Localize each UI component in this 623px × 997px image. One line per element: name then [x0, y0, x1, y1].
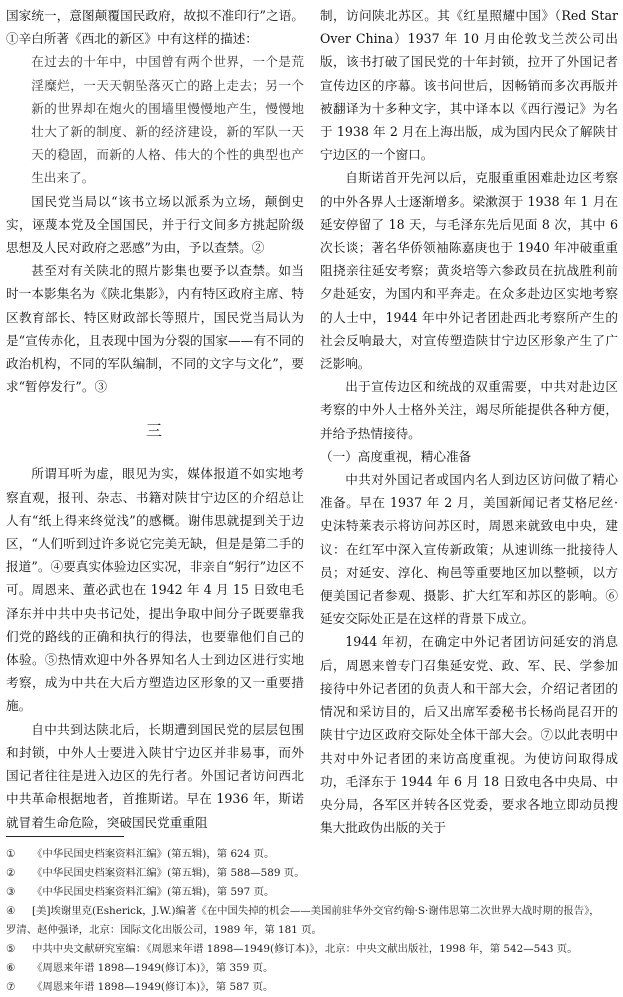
paragraph: 甚至对有关陕北的照片影集也要予以查禁。如当时一本影集名为《陕北集影》，内有特区政府主席、特区教育部长、特区财政部长等照片，国民党当局认为是“宣传赤化，且表现中国为分裂的国家——有不同的政治机构，不同的军队编制，不同的文字与文化”，要求“暂停发行”。③: [6, 263, 304, 395]
footnote-number: ⑦: [6, 981, 16, 993]
footnote-number: ④: [6, 905, 16, 917]
paragraph: 国家统一，意图颠覆国民政府，故拟不准印行”之语。①辛白所著《西北的新区》中有这样的描述：: [6, 8, 304, 47]
paragraph: 1944 年初，在确定中外记者团访问延安的消息后，周恩来曾专门召集延安党、政、军、民、学参加接待中外记者团的负责人和干部大会，介绍记者团的情况和采访目的，后又出席军委秘书长杨尚昆召开的陕甘宁边区政府交际处全体干部大会。⑦以此表明中共对中外记者团的来访高度重视。为使访问取得成功，毛泽东于 1944 年 6 月 18 日致电各中央局、中央分局，各军区并转各区党委，要求各地立即动员搜集大批政伪出版的关于: [320, 634, 618, 836]
footnote: [6, 978, 618, 997]
footnote-divider: [6, 836, 124, 837]
footnotes: [6, 836, 618, 997]
footnote-number: ②: [6, 867, 16, 879]
paragraph: 出于宣传边区和统战的双重需要，中共对赴边区考察的中外人士格外关注，竭尽所能提供各种方便，并给予热情接待。: [320, 379, 618, 441]
left-column: [6, 4, 304, 834]
footnote: [6, 940, 618, 959]
subsection-heading: （一）高度重视，精心准备: [320, 448, 472, 464]
footnote-text: 《中华民国史档案资料汇编》(第五辑)，第 624 页。: [32, 848, 275, 860]
paragraph: 所谓耳听为虚，眼见为实，媒体报道不如实地考察直观，报刊、杂志、书籍对陕甘宁边区的介绍总让人有“纸上得来终觉浅”的感概。谢伟思就提到关于边区，“人们听到过许多说它完美无缺，但是是第二手的报道”。④要真实体验边区实况，非亲自“躬行”边区不可。周恩来、董必武也在 1942 年 4 月 15 日致电毛泽东并中共中央书记处，提出争取中间分子既要靠我们党的路线的正确和执行的得法，也要靠他们自己的体验。⑤热情欢迎中外各界知名人士到边区进行实地考察，成为中共在大后方塑造边区形象的又一重要措施。: [6, 466, 304, 714]
footnote: [6, 959, 618, 978]
footnote: [6, 883, 618, 902]
footnote-text: [美]埃谢里克(Esherick，J.W.)编著《在中国失掉的机会——美国前驻华外交官约翰·S·谢伟思第二次世界大战时期的报告》，: [32, 905, 600, 917]
paragraph: 中共对外国记者或国内名人到边区访问做了精心准备。早在 1937 年 2 月，美国新闻记者艾格尼丝·史沫特莱表示将访问苏区时，周恩来就致电中央，建议：在红军中深入宣传新政策；从速训练一批接待人员；对延安、淳化、栒邑等重要地区加以整顿，以方便美国记者参观、摄影、扩大红军和苏区的影响。⑥延安交际处正是在这样的背景下成立。: [320, 472, 618, 627]
footnote-number: ①: [6, 848, 16, 860]
paragraph: 制，访问陕北苏区。其《红星照耀中国》（Red Star Over China）1937 年 10 月由伦敦戈兰茨公司出版，该书打破了国民党的十年封锁，拉开了外国记者宣传边区的序幕。该书问世后，因畅销而多次再版并被翻译为十多种文字，其中译本以《西行漫记》为名于 1938 年 2 月在上海出版，成为国内民众了解陕甘宁边区的一个窗口。: [320, 8, 618, 163]
footnote-text: 《周恩来年谱 1898—1949(修订本)》，第 587 页。: [32, 981, 274, 993]
footnote-text: 《周恩来年谱 1898—1949(修订本)》，第 359 页。: [32, 962, 274, 974]
footnote: [6, 864, 618, 883]
block-quote: 在过去的十年中，中国曾有两个世界，一个是荒淫糜烂，一天天朝坠落灭亡的路上走去；另一个新的世界却在炮火的围墙里慢慢地产生，慢慢地壮大了新的制度、新的经济建设，新的军队一天天的稳固，而新的人格、伟大的个性的典型也产生出来了。: [31, 54, 304, 186]
footnote-text: 中共中央文献研究室编：《周恩来年谱 1898—1949(修订本)》，北京：中央文献出版社，1998 年，第 542—543 页。: [32, 943, 578, 955]
section-heading: 三: [145, 421, 164, 441]
right-column: [320, 4, 618, 839]
footnote-text: 《中华民国史档案资料汇编》(第五辑)，第 597 页。: [32, 886, 275, 898]
footnote-continuation: 罗清、赵仲强译，北京：国际文化出版公司，1989 年，第 181 页。: [6, 924, 322, 936]
footnote-number: ③: [6, 886, 16, 898]
footnote: [6, 902, 618, 921]
footnote-number: ⑤: [6, 943, 16, 955]
paragraph: 国民党当局以“该书立场以派系为立场，颠倒史实，诬蔑本党及全国国民，并于行文间多方挑起阶级思想及人民对政府之恶感”为由，予以查禁。②: [6, 193, 304, 256]
footnote-number: ⑥: [6, 962, 16, 974]
footnote: [6, 845, 618, 864]
paragraph: 自斯诺首开先河以后，克服重重困难赴边区考察的中外各界人士逐渐增多。梁漱溟于 1938 年 1 月在延安停留了 18 天，与毛泽东先后见面 8 次，其中 6 次长谈；著名华侨领袖陈嘉庚也于 1940 年冲破重重阻挠亲往延安考察；黄炎培等六参政员在抗战胜利前夕赴延安，为国内和平奔走。在众多赴边区实地考察的人士中，1944 年中外记者团赴西北考察所产生的社会反响最大，对宣传塑造陕甘宁边区形象产生了广泛影响。: [320, 170, 618, 372]
footnote-text: 《中华民国史档案资料汇编》(第五辑)，第 588—589 页。: [32, 867, 305, 879]
paragraph: 自中共到达陕北后，长期遭到国民党的层层包围和封锁，中外人士要进入陕甘宁边区并非易事，而外国记者往往是进入边区的先行者。外国记者访问西北中共革命根据地者，首推斯诺。早在 1936 年，斯诺就冒着生命危险，突破国民党重重阻: [6, 721, 304, 830]
